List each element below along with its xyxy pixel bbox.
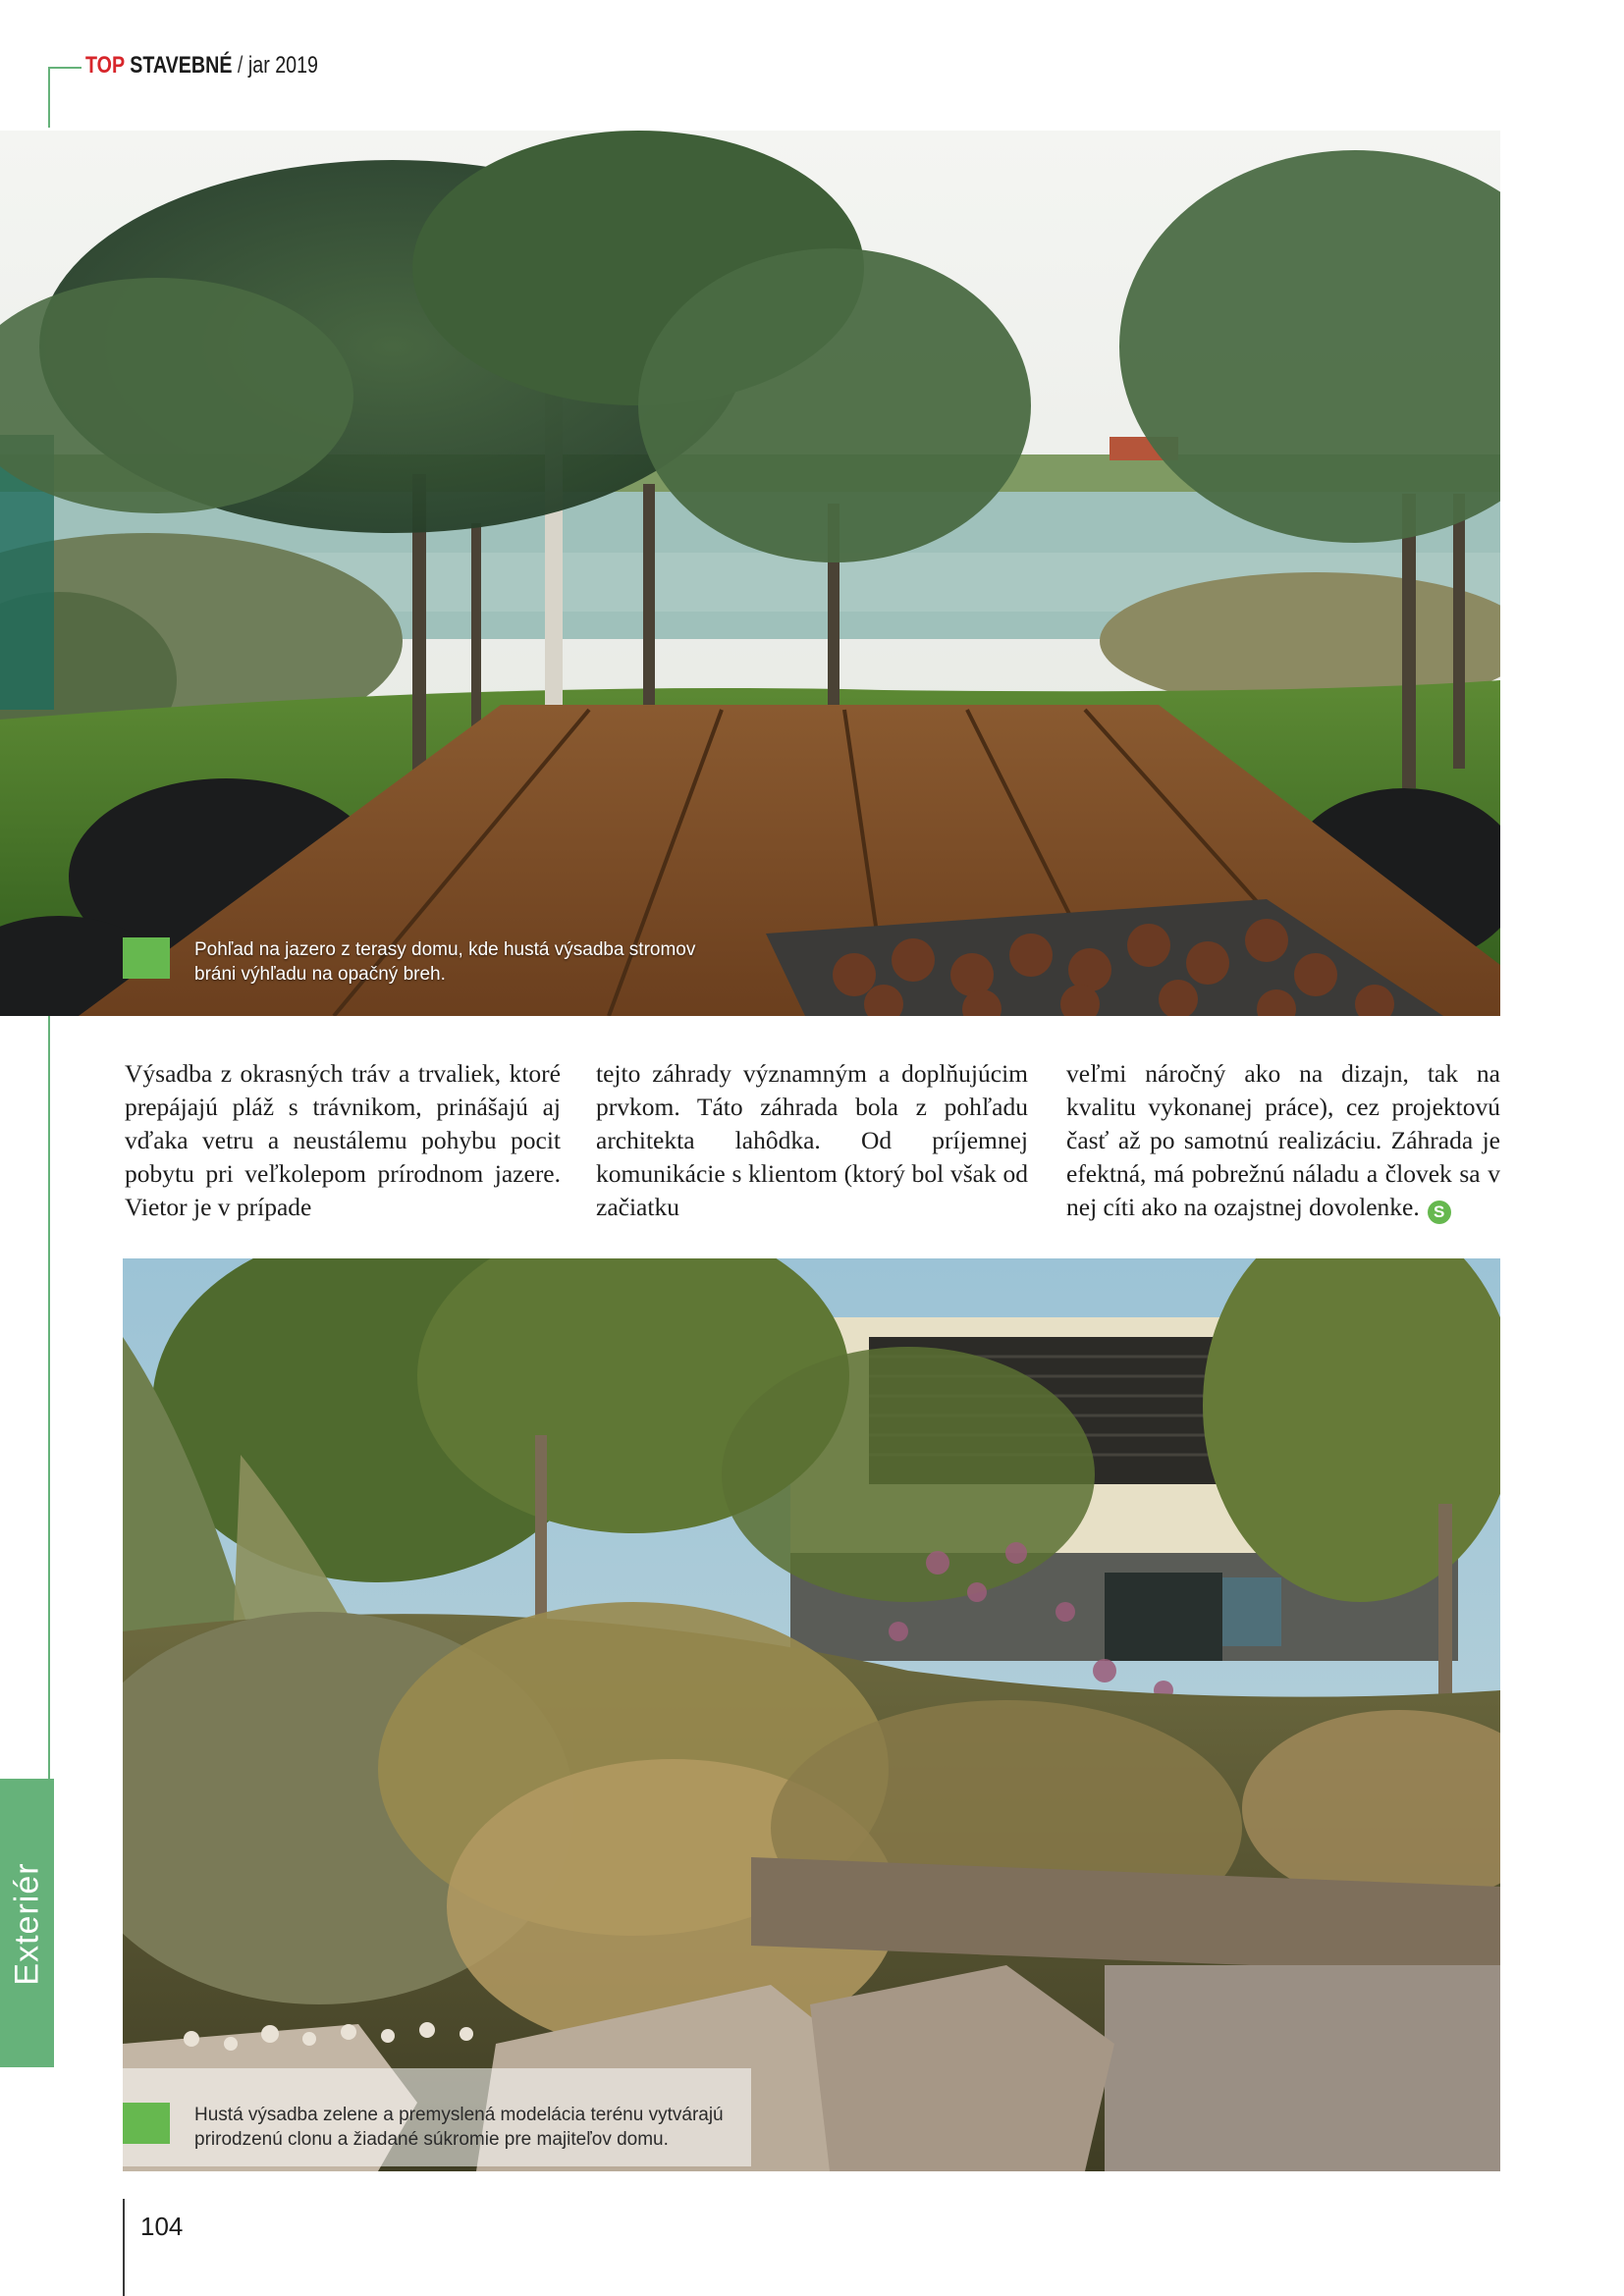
caption-bottom bbox=[123, 2103, 744, 2152]
caption-top bbox=[123, 937, 705, 987]
photo-lake-terrace bbox=[0, 131, 1500, 1016]
brand-top: TOP bbox=[85, 52, 125, 79]
brand-name: STAVEBNÉ bbox=[130, 52, 233, 79]
magazine-header bbox=[85, 51, 318, 80]
caption-swatch bbox=[123, 2103, 170, 2144]
article-column-2: tejto záhrady významným a doplňujúcim prvkom. Táto záhrada bola z pohľadu architekta lahôdka. Od príjemnej komunikácie s klientom (ktorý bol však od začiatku bbox=[596, 1059, 1028, 1221]
caption-bottom-text: Hustá výsadba zelene a premyslená modelácia terénu vytvárajú prirodzenú clonu a žiadané súkromie pre majiteľov domu. bbox=[194, 2105, 724, 2150]
header-rule-horizontal bbox=[48, 67, 81, 69]
end-mark-icon: S bbox=[1428, 1201, 1451, 1224]
photo-lake-terrace-image bbox=[0, 131, 1500, 1016]
caption-swatch bbox=[123, 937, 170, 979]
photo-garden-screen-image bbox=[123, 1258, 1500, 2171]
issue-label: jar 2019 bbox=[247, 52, 318, 79]
article-column-3-text: veľmi náročný ako na dizajn, tak na kvalitu vykonanej práce), cez projektovú časť až po samotnú realizáciu. Záhrada je efektná, má pobrežnú náladu a človek sa v nej cíti ako na ozajstnej dovolenke. bbox=[1066, 1059, 1500, 1221]
caption-top-text: Pohľad na jazero z terasy domu, kde hustá výsadba stromov bráni výhľadu na opačný breh. bbox=[194, 939, 696, 985]
section-label: Exteriér bbox=[8, 1862, 46, 1986]
footer-rule bbox=[123, 2199, 125, 2296]
photo-garden-screen bbox=[123, 1258, 1500, 2171]
brand-separator: / bbox=[237, 52, 244, 79]
page-number: 104 bbox=[140, 2212, 184, 2241]
side-rule bbox=[48, 1016, 50, 1791]
header-rule-vertical bbox=[48, 67, 50, 128]
article-column-3 bbox=[1066, 1057, 1500, 1224]
article-column-1: Výsadba z okrasných tráv a trvaliek, ktoré prepájajú pláž s trávnikom, prinášajú aj vďaka vetru a neustálemu pohybu pocit pobytu pri veľkolepom prírodnom jazere. Vietor je v prípade bbox=[125, 1059, 561, 1221]
